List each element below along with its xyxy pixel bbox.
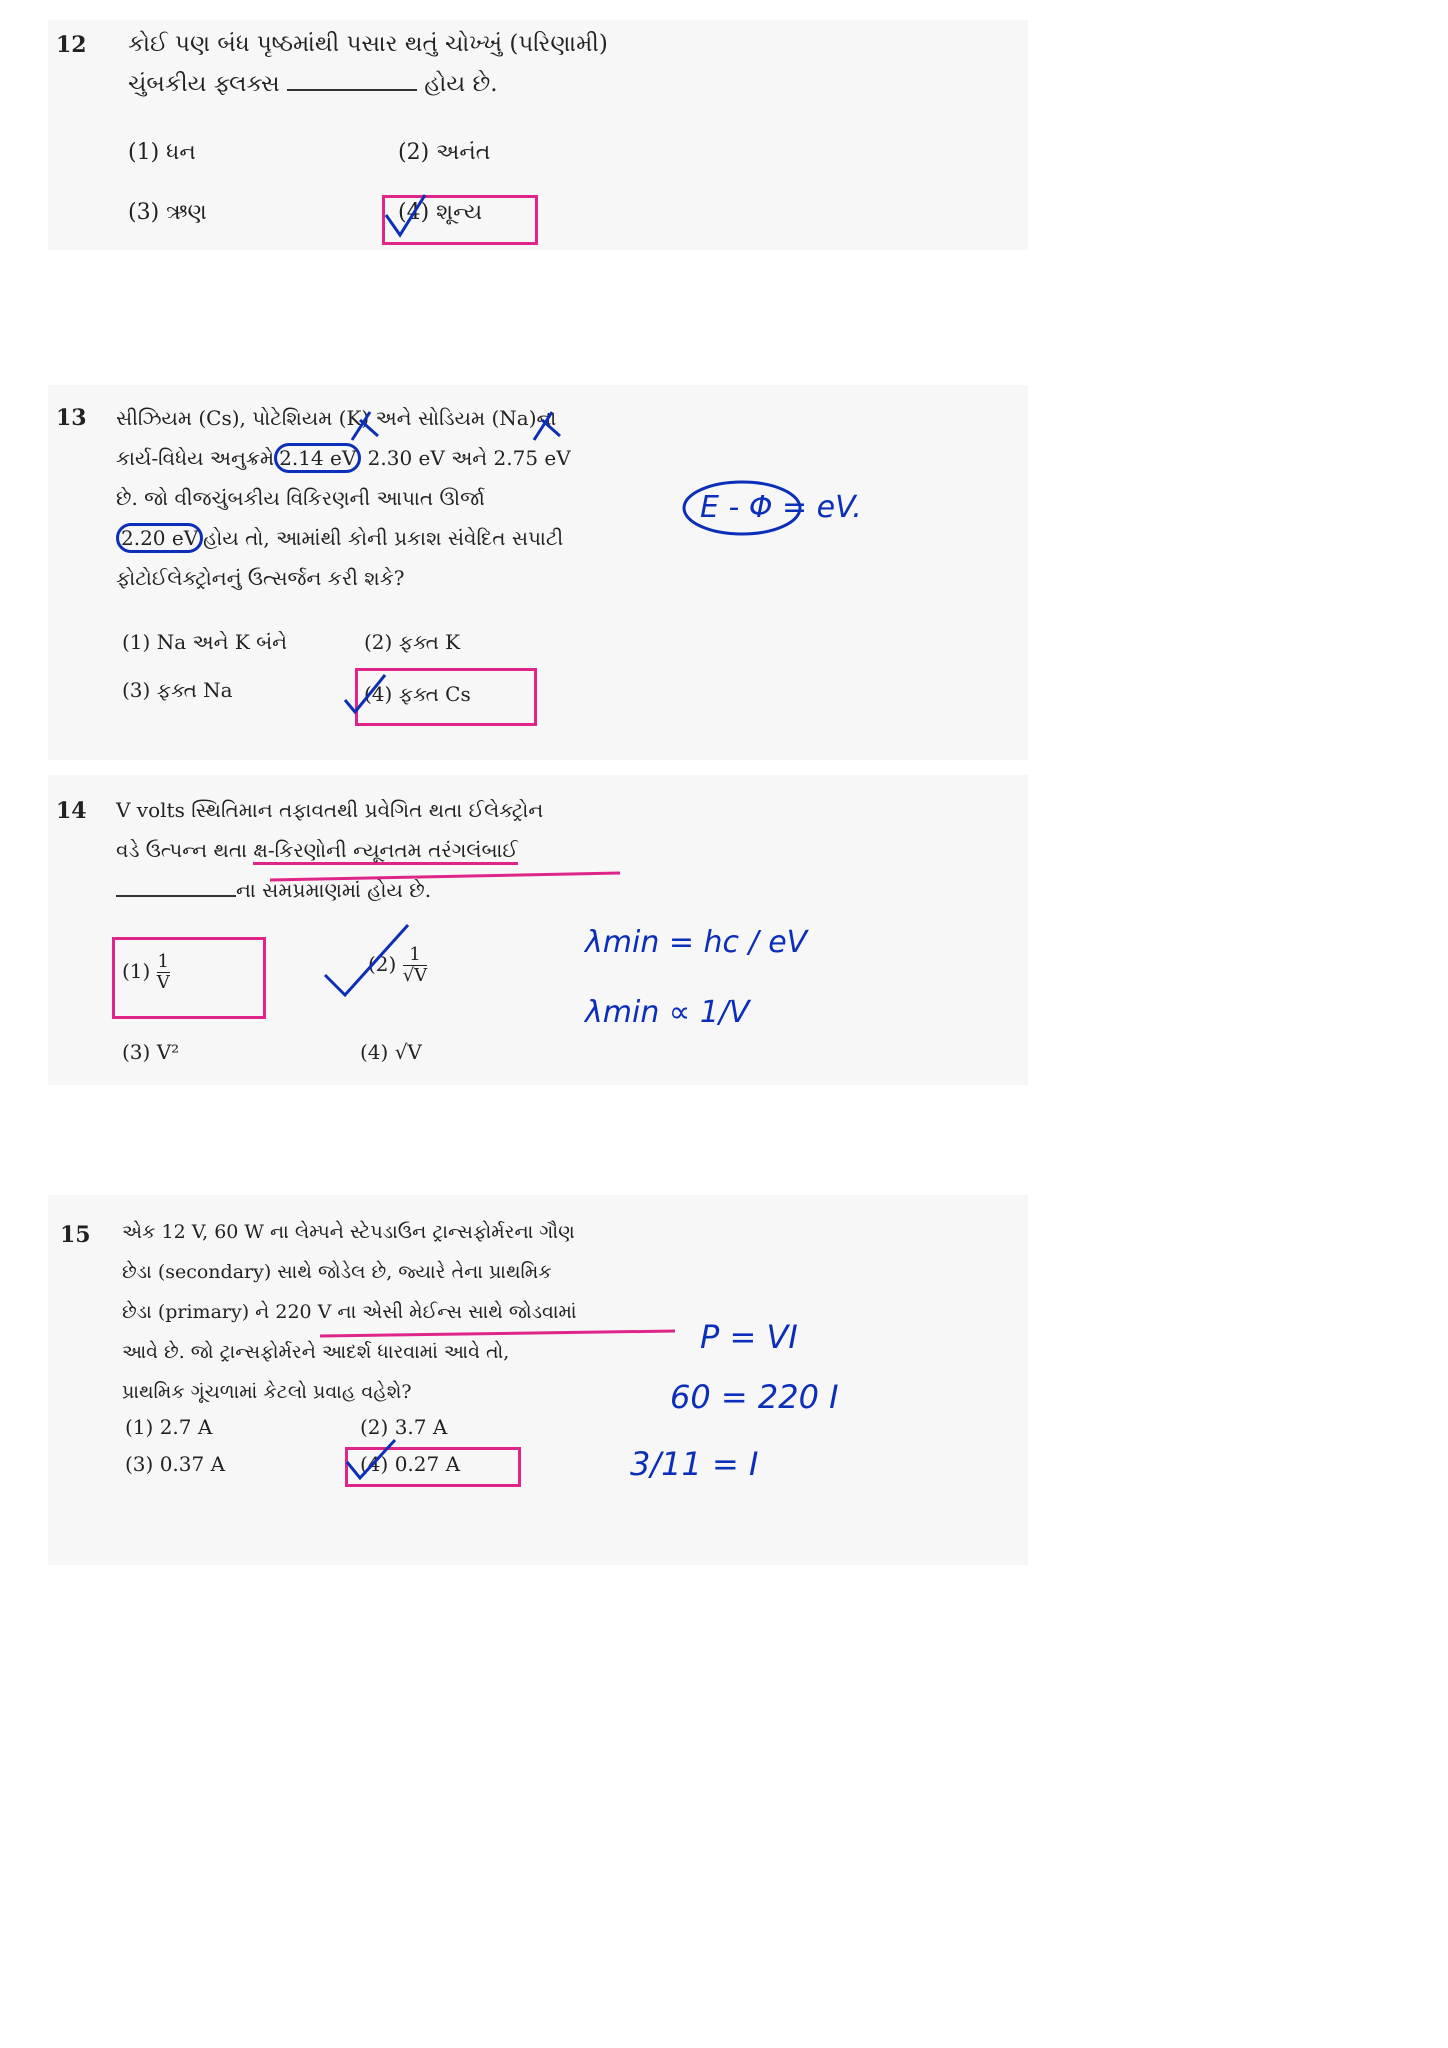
- option-3[interactable]: (3) 0.37 A: [125, 1452, 226, 1476]
- question-number: 15: [60, 1222, 91, 1248]
- question-line: એક 12 V, 60 W ના લેમ્પને સ્ટેપડાઉન ટ્રાન્સફોર્મરના ગૌણ: [122, 1221, 575, 1243]
- handwritten-note: 3/11 = I: [630, 1445, 759, 1483]
- answer-highlight-box: [382, 195, 538, 245]
- question-text: [128, 24, 848, 104]
- question-text: [122, 1212, 682, 1412]
- option-2[interactable]: (2) 3.7 A: [360, 1415, 448, 1439]
- option-3[interactable]: (3) ફક્ત Na: [122, 678, 233, 702]
- handwritten-note: P = VI: [700, 1318, 798, 1356]
- question-line: ચુંબકીય ફ્લક્સ હોય છે.: [128, 71, 498, 97]
- handwritten-note: 60 = 220 I: [670, 1378, 839, 1416]
- option-1[interactable]: (1) $\frac{1}{V}$: [122, 951, 170, 993]
- underlined-phrase: ક્ષ-કિરણોની ન્યૂનતમ તરંગલંબાઈ: [253, 838, 517, 865]
- answer-highlight-box: [112, 937, 266, 1019]
- handwritten-note: λmin ∝ 1/V: [585, 995, 750, 1030]
- question-line: ના સમપ્રમાણમાં હોય છે.: [116, 870, 676, 910]
- question-line: પ્રાથમિક ગૂંચળામાં કેટલો પ્રવાહ વહેશે?: [122, 1381, 412, 1403]
- fraction: $\frac{1}{√V}$: [402, 944, 428, 986]
- option-4[interactable]: (4) √V: [360, 1040, 422, 1064]
- question-number: 13: [56, 405, 87, 431]
- question-text: [116, 398, 656, 598]
- question-line: છેડા (secondary) સાથે જોડેલ છે, જ્યારે તેના પ્રાથમિક: [122, 1261, 552, 1283]
- question-line: છેડા (primary) ને 220 V ના એસી મેઈન્સ સાથે જોડવામાં: [122, 1301, 577, 1323]
- question-number: 14: [56, 798, 87, 824]
- question-line: કાર્ય-વિધેય અનુક્રમે 2.14 eV 2.30 eV અને 2.75 eV: [116, 438, 656, 478]
- answer-highlight-box: [355, 668, 537, 726]
- option-2[interactable]: (2) અનંત: [398, 140, 491, 165]
- option-3[interactable]: (3) V²: [122, 1040, 180, 1064]
- option-4[interactable]: (4) ફક્ત Cs: [364, 682, 471, 706]
- option-1[interactable]: (1) 2.7 A: [125, 1415, 213, 1439]
- circled-value: 2.20 eV: [116, 523, 203, 553]
- question-line: ફોટોઈલેક્ટ્રોનનું ઉત્સર્જન કરી શકે?: [116, 566, 405, 590]
- option-4[interactable]: (4) 0.27 A: [360, 1452, 461, 1476]
- question-line: છે. જો વીજચુંબકીય વિકિરણની આપાત ઊર્જા: [116, 486, 485, 510]
- question-line: સીઝિયમ (Cs), પોટેશિયમ (K) અને સોડિયમ (Na)ના: [116, 406, 557, 430]
- option-2[interactable]: (2) ફક્ત K: [364, 630, 461, 654]
- handwritten-note: λmin = hc / eV: [585, 925, 808, 960]
- fraction: $\frac{1}{V}$: [156, 951, 170, 993]
- answer-blank: [116, 875, 236, 897]
- question-text: [116, 790, 676, 910]
- question-line: વડે ઉત્પન્ન થતા ક્ષ-કિરણોની ન્યૂનતમ તરંગલંબાઈ: [116, 830, 676, 870]
- answer-blank: [287, 69, 417, 91]
- option-3[interactable]: (3) ઋણ: [128, 200, 207, 225]
- option-1[interactable]: (1) Na અને K બંને: [122, 630, 288, 654]
- answer-highlight-box: [345, 1447, 521, 1487]
- option-2[interactable]: (2) $\frac{1}{√V}$: [368, 944, 428, 986]
- question-line: V volts સ્થિતિમાન તફાવતથી પ્રવેગિત થતા ઈલેક્ટ્રોન: [116, 798, 544, 822]
- circled-value: 2.14 eV: [274, 443, 361, 473]
- question-number: 12: [56, 32, 87, 58]
- question-line: 2.20 eV હોય તો, આમાંથી કોની પ્રકાશ સંવેદિત સપાટી: [116, 518, 656, 558]
- option-1[interactable]: (1) ધન: [128, 140, 196, 165]
- handwritten-note: E - Φ = eV.: [700, 490, 862, 525]
- option-4[interactable]: (4) શૂન્ય: [398, 200, 483, 225]
- question-line: આવે છે. જો ટ્રાન્સફોર્મરને આદર્શ ધારવામાં આવે તો,: [122, 1341, 510, 1363]
- question-line: કોઈ પણ બંધ પૃષ્ઠમાંથી પસાર થતું ચોખ્ખું (પરિણામી): [128, 31, 608, 57]
